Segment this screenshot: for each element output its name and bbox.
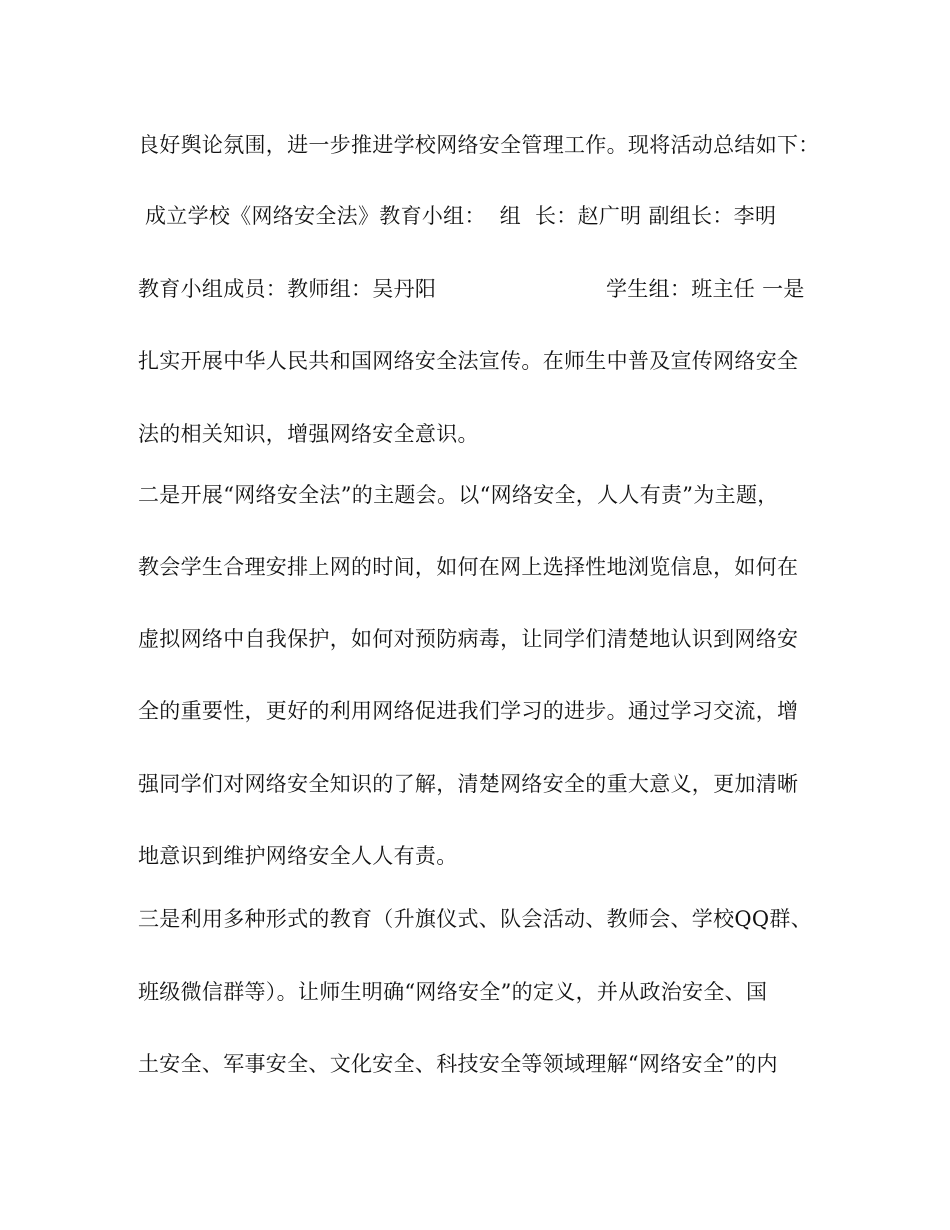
text-line-2: 成立学校《网络安全法》教育小组： 组 长：赵广明 副组长：李明 — [138, 204, 777, 228]
text-line-9: 全的重要性，更好的利用网络促进我们学习的进步。通过学习交流，增 — [138, 699, 799, 723]
text-line-12: 三是利用多种形式的教育（升旗仪式、队会活动、教师会、学校QQ群、 — [138, 907, 813, 931]
text-line-4: 扎实开展中华人民共和国网络安全法宣传。在师生中普及宣传网络安全 — [138, 349, 799, 373]
text-line-13: 班级微信群等）。让师生明确“网络安全”的定义，并从政治安全、国 — [138, 980, 768, 1004]
text-line-7: 教会学生合理安排上网的时间，如何在网上选择性地浏览信息，如何在 — [138, 555, 799, 579]
text-line-3-right: 学生组：班主任 一是 — [606, 277, 805, 301]
text-line-3: 教育小组成员：教师组：吴丹阳 — [138, 277, 437, 301]
text-line-1: 良好舆论氛围，进一步推进学校网络安全管理工作。现将活动总结如下： — [138, 133, 820, 157]
text-line-10: 强同学们对网络安全知识的了解，清楚网络安全的重大意义，更加清晰 — [138, 772, 799, 796]
text-line-8: 虚拟网络中自我保护，如何对预防病毒，让同学们清楚地认识到网络安 — [138, 627, 799, 651]
text-line-14: 土安全、军事安全、文化安全、科技安全等领域理解“网络安全”的内 — [138, 1052, 778, 1076]
text-line-11: 地意识到维护网络安全人人有责。 — [138, 844, 458, 868]
text-line-5: 法的相关知识，增强网络安全意识。 — [138, 422, 479, 446]
text-line-6: 二是开展“网络安全法”的主题会。以“网络安全，人人有责”为主题， — [138, 483, 779, 507]
